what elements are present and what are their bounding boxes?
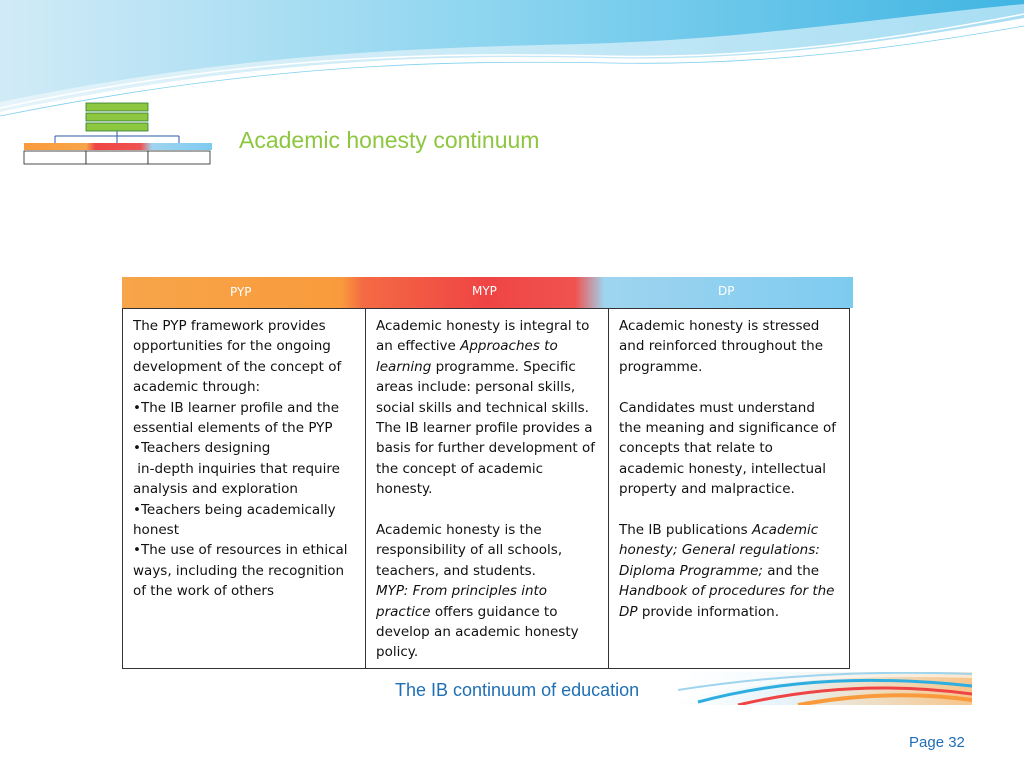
ib-continuum-logo bbox=[22, 100, 214, 168]
dp-text: and the bbox=[762, 562, 820, 579]
footer-caption: The IB continuum of education bbox=[395, 680, 640, 700]
myp-emphasis: Approaches to learning bbox=[376, 338, 558, 375]
myp-paragraph-1 bbox=[376, 316, 598, 500]
myp-emphasis: MYP: From principles into practice bbox=[376, 583, 548, 620]
dp-paragraph-1: Academic honesty is stressed and reinforced throughout the programme. bbox=[619, 318, 824, 375]
table-header-bar bbox=[122, 277, 853, 308]
pyp-bullet: •Teachers designing bbox=[133, 440, 271, 457]
myp-paragraph-2: Academic honesty is the responsibility of all schools, teachers, and students. bbox=[376, 522, 563, 579]
dp-emphasis: Handbook of procedures for the DP bbox=[619, 583, 835, 620]
header-myp: MYP bbox=[472, 284, 497, 298]
bottom-wave-decoration bbox=[678, 672, 972, 705]
dp-text: The IB publications bbox=[619, 522, 753, 539]
myp-text: Academic honesty is integral to an effective bbox=[376, 318, 590, 355]
pyp-column bbox=[123, 309, 365, 668]
dp-paragraph-2: Candidates must understand the meaning and significance of concepts that relate to academic honesty, intellectual property and malpractice. bbox=[619, 399, 837, 498]
myp-text: offers guidance to develop an academic honesty policy. bbox=[376, 603, 579, 661]
myp-paragraph-3 bbox=[376, 581, 598, 663]
myp-column bbox=[365, 309, 608, 668]
dp-paragraph-3 bbox=[619, 520, 839, 622]
pyp-bullet: •Teachers being academically honest bbox=[133, 501, 336, 539]
dp-column bbox=[608, 309, 849, 668]
slide-title: Academic honesty continuum bbox=[239, 127, 540, 153]
paragraph-gap bbox=[619, 500, 839, 520]
paragraph-gap bbox=[619, 377, 839, 397]
pyp-bullet: in-depth inquiries that require analysis and exploration bbox=[133, 460, 345, 498]
page-number: Page 32 bbox=[909, 734, 965, 751]
header-pyp: PYP bbox=[230, 285, 252, 299]
header-dp: DP bbox=[718, 284, 735, 298]
myp-text: programme. Specific areas include: personal skills, social skills and technical skills. The IB learner profile provides a basis for further development of the concept of academic honesty. bbox=[376, 358, 596, 498]
pyp-bullet: •The IB learner profile and the essential elements of the PYP bbox=[133, 399, 340, 437]
pyp-intro: The PYP framework provides opportunities for the ongoing development of the concept of academic through: bbox=[133, 318, 342, 396]
paragraph-gap bbox=[376, 500, 598, 520]
dp-text: provide information. bbox=[637, 603, 780, 620]
dp-emphasis: Academic honesty; General regulations: Diploma Programme; bbox=[619, 522, 820, 579]
pyp-bullet: •The use of resources in ethical ways, including the recognition of the work of others bbox=[133, 542, 348, 600]
continuum-table bbox=[122, 308, 850, 669]
